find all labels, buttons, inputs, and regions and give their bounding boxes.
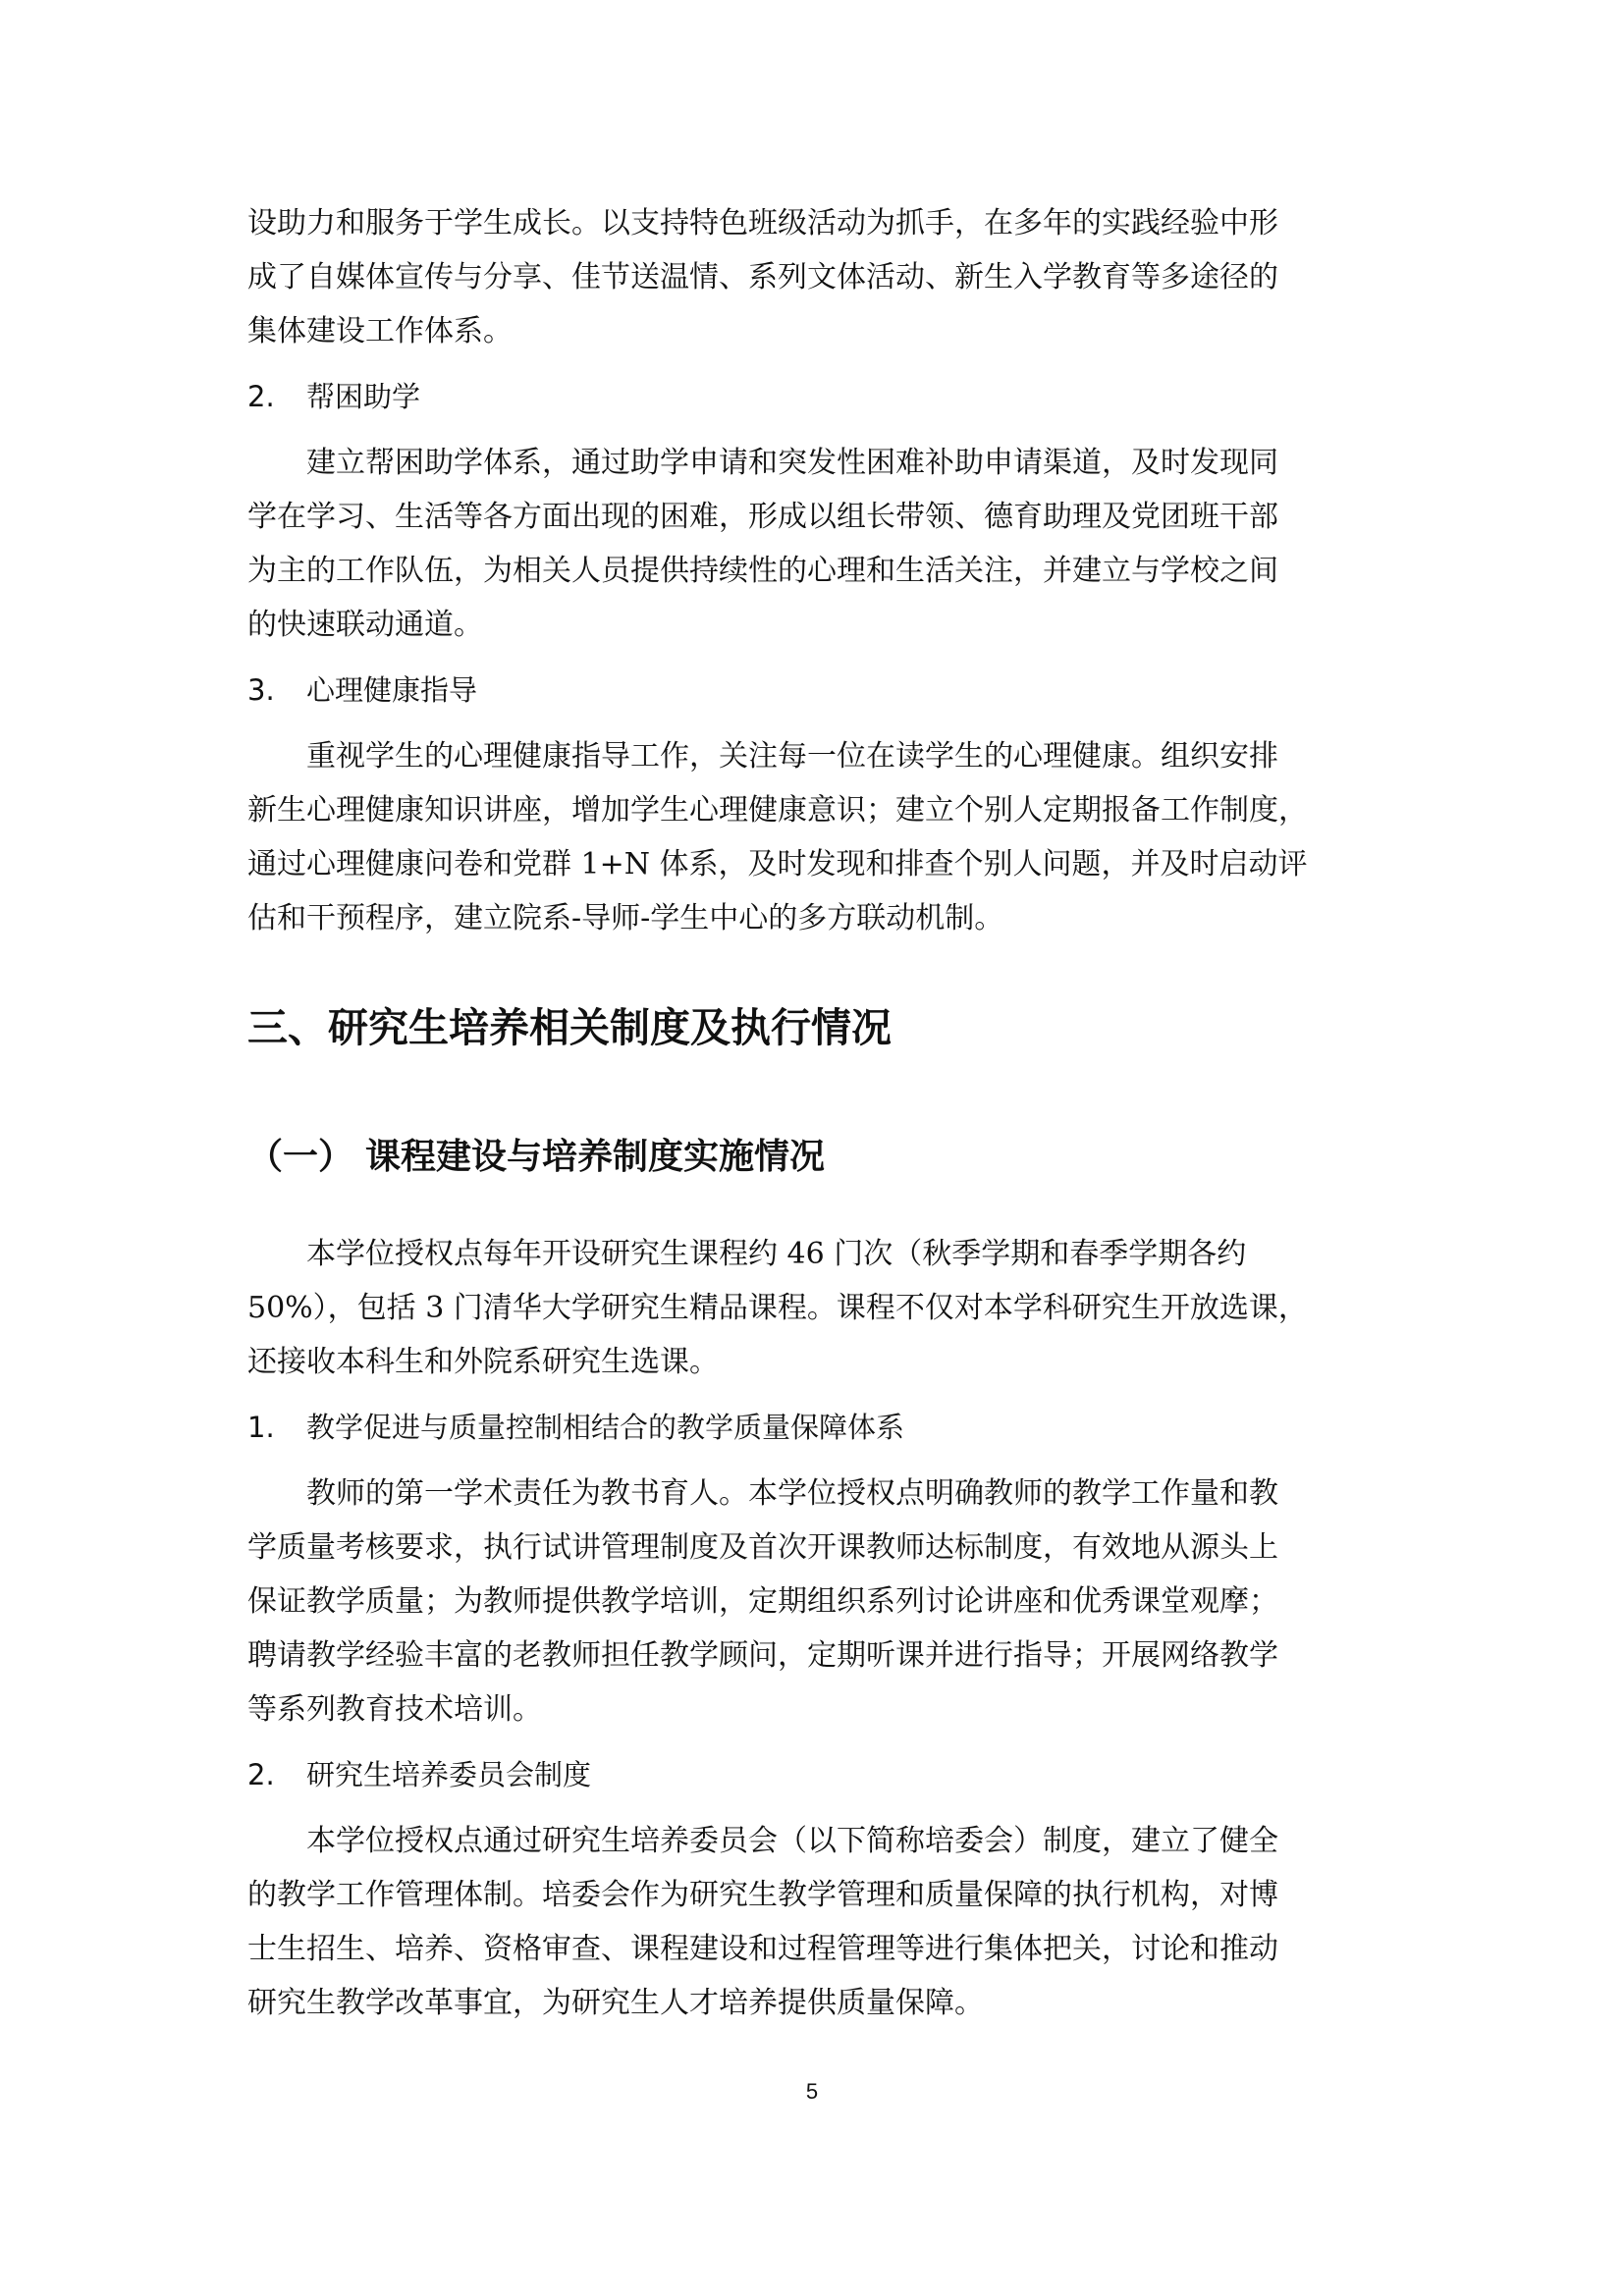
text-line: 设助力和服务于学生成长。以支持特色班级活动为抓手，在多年的实践经验中形 bbox=[247, 206, 1278, 240]
text-line: 通过心理健康问卷和党群 1+N 体系，及时发现和排查个别人问题，并及时启动评 bbox=[247, 847, 1308, 881]
item-heading-training-committee bbox=[247, 1748, 1377, 1802]
paragraph-courses bbox=[247, 1227, 1377, 1389]
page-number: 5 bbox=[805, 2079, 819, 2104]
text-line: 学质量考核要求，执行试讲管理制度及首次开课教师达标制度，有效地从源头上 bbox=[247, 1530, 1278, 1565]
text-line: 聘请教学经验丰富的老教师担任教学顾问，定期听课并进行指导；开展网络教学 bbox=[247, 1638, 1278, 1673]
text-line: 新生心理健康知识讲座，增加学生心理健康意识；建立个别人定期报备工作制度， bbox=[247, 793, 1308, 828]
item-heading-mental-health bbox=[247, 664, 1377, 718]
section-heading: 三、研究生培养相关制度及执行情况 bbox=[247, 1004, 892, 1051]
text-line: 教师的第一学术责任为教书育人。本学位授权点明确教师的教学工作量和教 bbox=[306, 1476, 1278, 1511]
item-number: 3. bbox=[247, 673, 275, 707]
text-line: 集体建设工作体系。 bbox=[247, 314, 513, 348]
text-line: 50%），包括 3 门清华大学研究生精品课程。课程不仅对本学科研究生开放选课， bbox=[247, 1291, 1308, 1325]
paragraph-mental-health bbox=[247, 729, 1377, 945]
paragraph-financial-aid bbox=[247, 436, 1377, 652]
text-line: 建立帮困助学体系，通过助学申请和突发性困难补助申请渠道，及时发现同 bbox=[306, 446, 1278, 480]
item-heading-financial-aid bbox=[247, 370, 1377, 424]
subsection-heading bbox=[247, 1130, 1377, 1184]
paragraph-class-activities bbox=[247, 196, 1377, 358]
item-number: 2. bbox=[247, 380, 275, 413]
text-line: 重视学生的心理健康指导工作，关注每一位在读学生的心理健康。组织安排 bbox=[306, 739, 1278, 774]
subsection-title: 课程建设与培养制度实施情况 bbox=[365, 1137, 826, 1177]
text-line: 保证教学质量；为教师提供教学培训，定期组织系列讨论讲座和优秀课堂观摩； bbox=[247, 1584, 1278, 1619]
text-line: 的快速联动通道。 bbox=[247, 608, 483, 642]
paragraph-teaching-quality bbox=[247, 1467, 1377, 1736]
text-line: 学在学习、生活等各方面出现的困难，形成以组长带领、德育助理及党团班干部 bbox=[247, 500, 1278, 534]
document-body bbox=[247, 196, 1377, 2030]
text-line: 本学位授权点通过研究生培养委员会（以下简称培委会）制度，建立了健全 bbox=[306, 1824, 1278, 1858]
item-number: 2. bbox=[247, 1758, 275, 1791]
item-heading-teaching-quality bbox=[247, 1401, 1377, 1455]
item-title: 研究生培养委员会制度 bbox=[306, 1758, 592, 1791]
text-line: 为主的工作队伍，为相关人员提供持续性的心理和生活关注，并建立与学校之间 bbox=[247, 554, 1278, 588]
text-line: 成了自媒体宣传与分享、佳节送温情、系列文体活动、新生入学教育等多途径的 bbox=[247, 260, 1278, 294]
subsection-number: （一） bbox=[247, 1137, 354, 1177]
text-line: 等系列教育技术培训。 bbox=[247, 1692, 542, 1727]
item-title: 教学促进与质量控制相结合的教学质量保障体系 bbox=[306, 1411, 905, 1444]
text-line: 士生招生、培养、资格审查、课程建设和过程管理等进行集体把关，讨论和推动 bbox=[247, 1932, 1278, 1966]
text-line: 研究生教学改革事宜，为研究生人才培养提供质量保障。 bbox=[247, 1986, 984, 2020]
item-title: 帮困助学 bbox=[306, 380, 421, 413]
item-title: 心理健康指导 bbox=[306, 673, 478, 707]
item-number: 1. bbox=[247, 1411, 275, 1444]
text-line: 还接收本科生和外院系研究生选课。 bbox=[247, 1345, 719, 1379]
text-line: 估和干预程序，建立院系-导师-学生中心的多方联动机制。 bbox=[247, 901, 1004, 935]
text-line: 的教学工作管理体制。培委会作为研究生教学管理和质量保障的执行机构，对博 bbox=[247, 1878, 1278, 1912]
text-line: 本学位授权点每年开设研究生课程约 46 门次（秋季学期和春季学期各约 bbox=[306, 1237, 1247, 1271]
paragraph-training-committee bbox=[247, 1814, 1377, 2030]
